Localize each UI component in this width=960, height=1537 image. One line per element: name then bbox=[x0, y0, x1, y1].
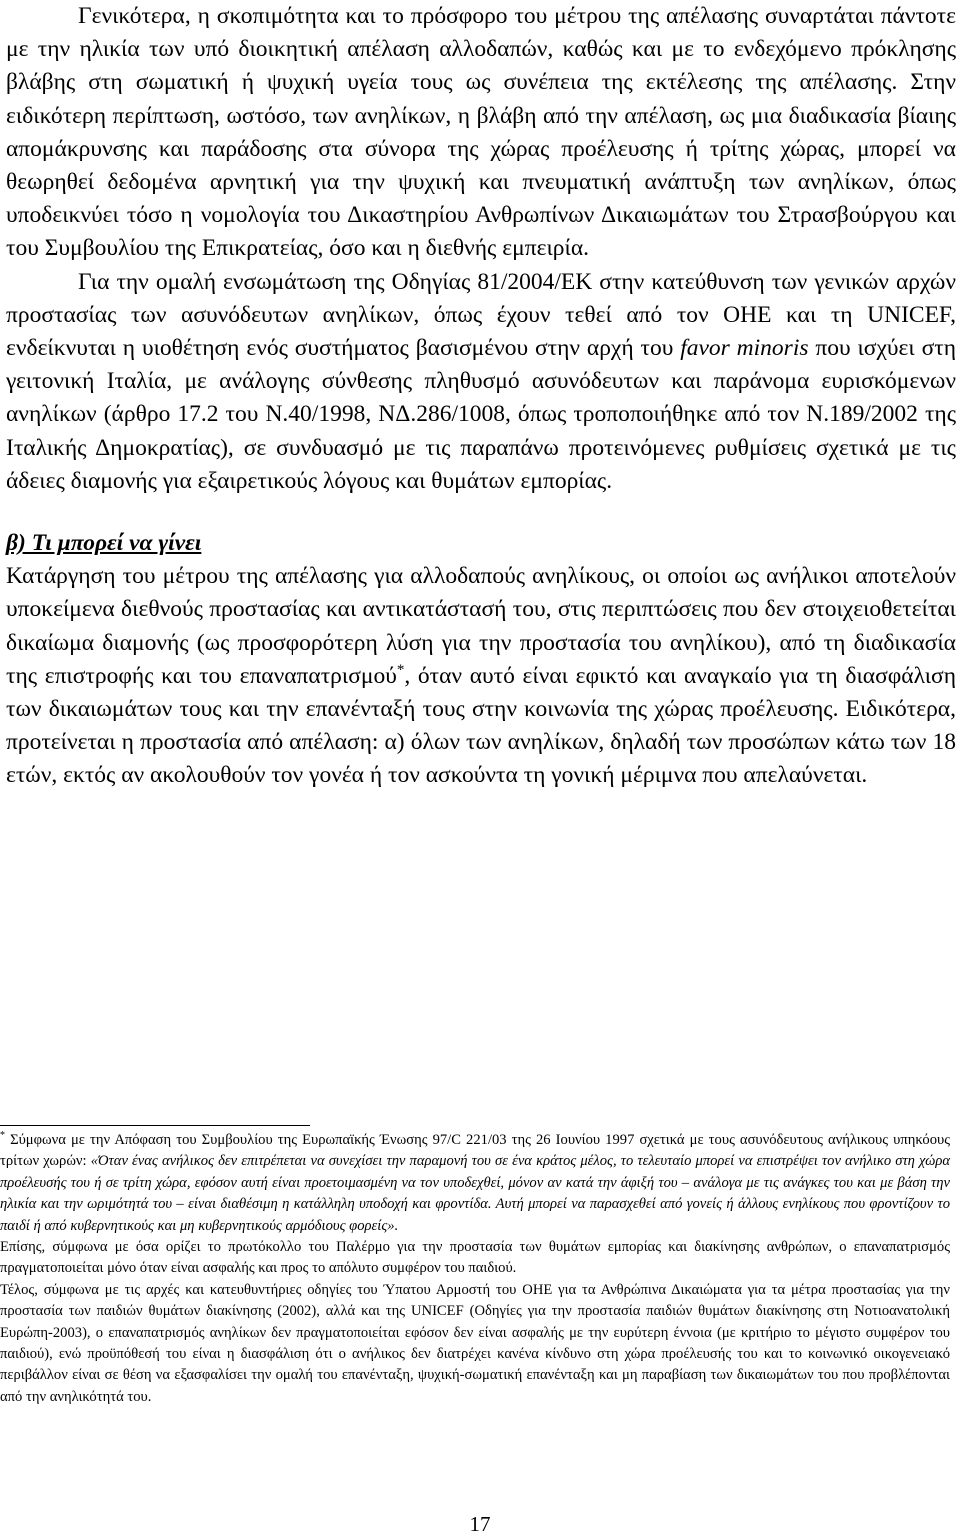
latin-term-favor-minoris: favor minoris bbox=[680, 335, 809, 362]
footnote-un-unicef-guidelines: Τέλος, σύμφωνα με τις αρχές και κατευθυντήριες οδηγίες του Ύπατου Αρμοστή του ΟΗΕ για τα Ανθρώπινα Δικαιώματα για τα μέτρα προστασίας για την προστασία των παιδιών θυμάτων διακίνησης (2002), αλλά και της UNICEF (Οδηγίες για την προστασία παιδιών θυμάτων διακίνησης στη Νοτιοανατολική Ευρώπη-2003), ο επαναπατρισμός ανηλίκων δεν πραγματοποιείται εφόσον δεν είναι ασφαλής με την ευρύτερη έννοια (με κριτήριο το μέγιστο συμφέρον του παιδιού), ενώ προϋπόθεσή του είναι η διασφάλιση ότι ο ανήλικος δεν διατρέχει κανένα κίνδυνο στη χώρα προέλευσής του και το κοινωνικό οικογενειακό περιβάλλον είναι σε θέση να εξασφαλίσει την ομαλή του επανένταξη, ψυχική-σωματική επανένταξη και μη παραβίαση των δικαιωμάτων του που προβλέπονται από την ανηλικότητά του. bbox=[0, 1281, 950, 1405]
footnote-eu-council-decision bbox=[0, 1130, 950, 1237]
paragraph-age-and-harm: Γενικότερα, η σκοπιμότητα και το πρόσφορο του μέτρου της απέλασης συναρτάται πάντοτε με την ηλικία των υπό διοικητική απέλαση αλλοδαπών, καθώς και με το ενδεχόμενο πρόκλησης βλάβης στη σωματική ή ψυχική υγεία τους ως συνέπεια της εκτέλεσης της απέλασης. Στην ειδικότερη περίπτωση, ωστόσο, των ανηλίκων, η βλάβη από την απέλαση, ως μια διαδικασία βίαιης απομάκρυνσης και παράδοσης στα σύνορα της χώρας προέλευσης ή τρίτης χώρας, μπορεί να θεωρηθεί δεδομένα αρνητική για την ψυχική και πνευματική ανάπτυξη των ανηλίκων, όπως υποδεικνύει τόσο η νομολογία του Δικαστηρίου Ανθρωπίνων Δικαιωμάτων του Στρασβούργου και του Συμβουλίου της Επικρατείας, όσο και η διεθνής εμπειρία. bbox=[6, 3, 956, 262]
section-heading: β) Τι μπορεί να γίνει bbox=[6, 530, 202, 557]
paragraph-text: Κατάργηση του μέτρου της απέλασης για αλλοδαπούς ανηλίκους, οι οποίοι ως ανήλικοι αποτελούν υποκείμενα διεθνούς προστασίας και αντικατάστασή του, στις περιπτώσεις που δεν στοιχειοθετείται δικαίωμα διαμονής (ως προσφορότερη λύση για την προστασία του ανηλίκου), από τη διαδικασία της επιστροφής και του επαναπατρισμού bbox=[6, 563, 956, 689]
footnote-marker: * bbox=[0, 1130, 5, 1142]
paragraph-directive-transposition bbox=[6, 266, 956, 498]
page-number: 17 bbox=[469, 1512, 491, 1536]
footnote-palermo-protocol: Επίσης, σύμφωνα με όσα ορίζει το πρωτόκολλο του Παλέρμο για την προστασία των θυμάτων εμπορίας και διακίνησης ανθρώπων, ο επαναπατρισμός πραγματοποιείται μόνο όταν είναι ασφαλής και προς το απόλυτο συμφέρον του παιδιού. bbox=[0, 1239, 950, 1277]
paragraph-abolition-proposal bbox=[6, 560, 956, 792]
footnote-quote: «Όταν ένας ανήλικος δεν επιτρέπεται να συνεχίσει την παραμονή του σε ένα κράτος μέλος, το τελευταίο μπορεί να επιστρέψει τον ανήλικο στη χώρα προέλευσής του ή σε τρίτη χώρα, εφόσον αυτή είναι προετοιμασμένη να τον υποδεχθεί, μόνον αν κατά την άφιξή του – ανάλογα με τις ανάγκες του και με βάση την ηλικία και την ωριμότητά του – είναι διαθέσιμη η κατάλληλη υποδοχή και φροντίδα. Αυτή μπορεί να παρασχεθεί από γονείς ή άλλους ενηλίκους που φροντίζουν το παιδί ή από κυβερνητικούς και μη κυβερνητικούς αρμόδιους φορείς». bbox=[0, 1153, 950, 1234]
footnotes bbox=[0, 1130, 950, 1408]
footnote-separator bbox=[0, 1125, 310, 1126]
paragraph-text: που ισχύει στη γειτονική Ιταλία, με ανάλογης σύνθεσης πληθυσμό ασυνόδευτων και παράνομα ευρισκόμενων ανηλίκων (άρθρο 17.2 του Ν.40/1998, ΝΔ.286/1008, όπως τροποποιήθηκε από τον Ν.189/2002 της Ιταλικής Δημοκρατίας), σε συνδυασμό με τις παραπάνω προτεινόμενες ρυθμίσεις σχετικά με τις άδειες διαμονής για εξαιρετικούς λόγους και θυμάτων εμπορίας. bbox=[6, 335, 956, 494]
footnote-text: Σύμφωνα με την Απόφαση του Συμβουλίου της Ευρωπαϊκής Ένωσης 97/C 221/03 της 26 Ιουνίου 1997 σχετικά με τους ασυνόδευτους ανήλικους υπηκόους τρίτων χωρών: bbox=[0, 1132, 950, 1170]
paragraph-text: Για την ομαλή ενσωμάτωση της Οδηγίας 81/2004/ΕΚ στην κατεύθυνση των γενικών αρχών προστασίας των ασυνόδευτων ανηλίκων, όπως έχουν τεθεί από τον ΟΗΕ και τη UNICEF, ενδείκνυται η υιοθέτηση ενός συστήματος βασισμένου στην αρχή του bbox=[6, 268, 956, 362]
document-page bbox=[6, 0, 956, 793]
paragraph-text: , όταν αυτό είναι εφικτό και αναγκαίο για τη διασφάλιση των δικαιωμάτων τους και την επανένταξή τους στην κοινωνία της χώρας προέλευσης. Ειδικότερα, προτείνεται η προστασία από απέλαση: α) όλων των ανηλίκων, δηλαδή των προσώπων κάτω των 18 ετών, εκτός αν ακολουθούν τον γονέα ή τον ασκούντα τη γονική μέριμνα που απελαύνεται. bbox=[6, 662, 957, 789]
footnote-reference[interactable]: * bbox=[396, 662, 405, 679]
